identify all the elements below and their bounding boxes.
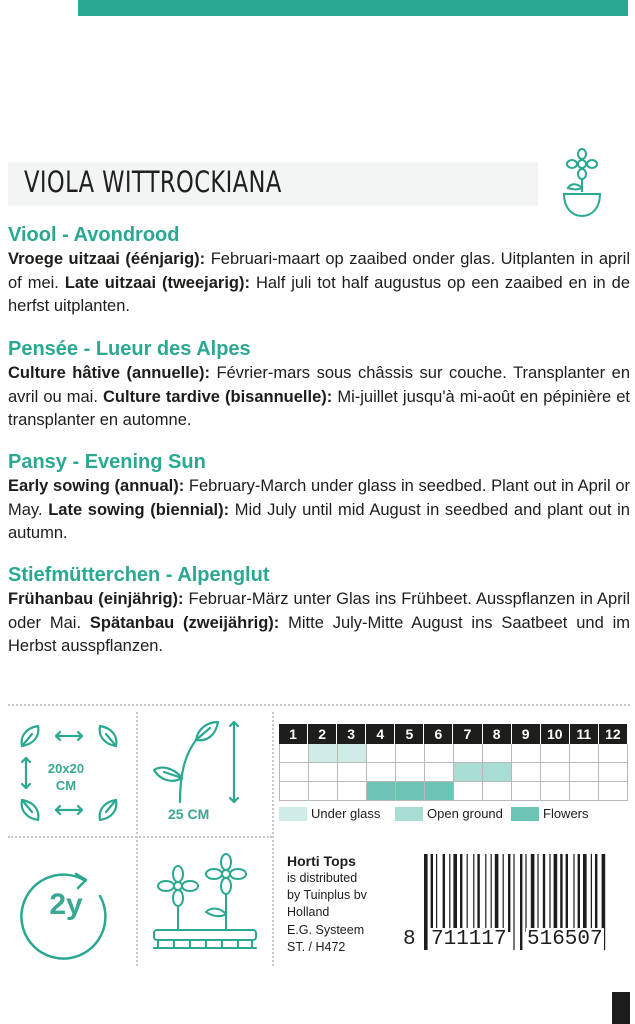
barcode-bar bbox=[573, 854, 574, 932]
early-sowing-text: February-March under glass in seedbed. Plant out in April or May. bbox=[8, 477, 630, 519]
calendar-cell bbox=[483, 782, 512, 801]
barcode-digit-group: 8 bbox=[403, 928, 416, 951]
calendar-cell bbox=[454, 782, 483, 801]
calendar-month: 11 bbox=[570, 724, 599, 744]
calendar-cell bbox=[367, 744, 396, 763]
calendar-cell bbox=[279, 744, 309, 763]
barcode-bar bbox=[560, 854, 562, 932]
divider bbox=[136, 712, 138, 966]
calendar-month: 1 bbox=[279, 724, 308, 744]
legend-swatch bbox=[511, 807, 539, 821]
section-german bbox=[8, 562, 630, 659]
calendar-cell bbox=[309, 744, 338, 763]
calendar-cell bbox=[396, 744, 425, 763]
early-sowing-text: Februar-März unter Glas ins Frühbeet. Ausspflanzen in April oder Mai. bbox=[8, 590, 630, 632]
calendar-cell bbox=[425, 763, 454, 782]
legend-under-glass bbox=[279, 806, 380, 821]
legend-open-ground bbox=[395, 806, 503, 821]
height-label: 25 CM bbox=[168, 806, 210, 822]
calendar-month: 9 bbox=[512, 724, 541, 744]
calendar-cell bbox=[338, 782, 367, 801]
calendar-cell bbox=[367, 763, 396, 782]
calendar-cell bbox=[512, 744, 541, 763]
section-heading: Stiefmütterchen - Alpenglut bbox=[8, 564, 270, 586]
calendar-cell bbox=[425, 744, 454, 763]
barcode-bar bbox=[543, 854, 545, 932]
plant-height-icon bbox=[150, 716, 250, 808]
calendar-row-open-ground bbox=[279, 763, 628, 782]
seedling-tray-icon bbox=[150, 852, 260, 962]
barcode-bar bbox=[473, 854, 474, 932]
spacing-value: 20x20 bbox=[47, 761, 85, 776]
barcode-bar bbox=[595, 854, 597, 932]
top-color-band bbox=[78, 0, 628, 16]
calendar-cell bbox=[570, 744, 599, 763]
barcode-bar bbox=[508, 854, 510, 932]
calendar-month: 10 bbox=[541, 724, 570, 744]
calendar-cell bbox=[425, 782, 454, 801]
late-sowing-label: Late sowing (biennial): bbox=[48, 500, 230, 519]
barcode-bar bbox=[583, 854, 587, 932]
calendar-month: 4 bbox=[366, 724, 395, 744]
late-sowing-label: Spätanbau (zweijährig): bbox=[89, 613, 280, 632]
spacing-unit: CM bbox=[55, 778, 77, 793]
early-sowing-label: Frühanbau (einjährig): bbox=[8, 590, 184, 608]
calendar-month: 3 bbox=[337, 724, 366, 744]
legend-flowers bbox=[511, 806, 589, 821]
divider bbox=[8, 836, 272, 838]
corner-registration-mark bbox=[612, 992, 630, 1024]
distributor-line: by Tuinplus bv bbox=[287, 888, 367, 903]
calendar-legend bbox=[279, 806, 628, 826]
early-sowing-label: Culture hâtive (annuelle): bbox=[8, 364, 210, 382]
section-heading: Pansy - Evening Sun bbox=[8, 451, 206, 473]
calendar-cell bbox=[541, 744, 570, 763]
calendar-cell bbox=[541, 782, 570, 801]
early-sowing-label: Early sowing (annual): bbox=[8, 477, 185, 495]
calendar-cell bbox=[541, 763, 570, 782]
section-body bbox=[8, 475, 630, 546]
barcode-bar bbox=[566, 854, 568, 932]
barcode-bar bbox=[436, 854, 437, 932]
distributor-line: ST. / H472 bbox=[287, 939, 346, 954]
barcode-bar bbox=[443, 854, 445, 932]
late-sowing-text: Mi-juillet jusqu'à mi-août en pépinière et transplanter en automne. bbox=[8, 387, 630, 429]
barcode-bar bbox=[554, 854, 558, 932]
barcode-bar bbox=[485, 854, 486, 932]
calendar-cell bbox=[309, 763, 338, 782]
calendar-cell bbox=[570, 763, 599, 782]
distributor-line: E.G. Systeem bbox=[287, 922, 365, 937]
calendar-cell bbox=[512, 782, 541, 801]
calendar-cell bbox=[570, 782, 599, 801]
calendar-row-under-glass bbox=[279, 744, 628, 763]
barcode-digit-group: 711117 bbox=[431, 928, 507, 951]
early-sowing-label: Vroege uitzaai (éénjarig): bbox=[8, 250, 206, 268]
calendar-cell bbox=[599, 782, 628, 801]
barcode-bar bbox=[503, 854, 504, 932]
calendar-cell bbox=[483, 763, 512, 782]
section-french bbox=[8, 336, 630, 433]
barcode-bar bbox=[525, 854, 526, 932]
calendar-cell bbox=[396, 782, 425, 801]
barcode-bar bbox=[549, 854, 550, 932]
section-body bbox=[8, 362, 630, 433]
late-sowing-label: Late uitzaai (tweejarig): bbox=[64, 273, 250, 292]
legend-label: Under glass bbox=[311, 806, 381, 821]
calendar-cell bbox=[367, 782, 396, 801]
calendar-cell bbox=[338, 744, 367, 763]
late-sowing-text: Mitte July-Mitte August ins Saatbeet und im Herbst ausspflanzen. bbox=[8, 613, 630, 655]
distributor-info bbox=[287, 852, 407, 956]
divider bbox=[272, 712, 274, 966]
barcode-bar bbox=[578, 854, 580, 932]
legend-swatch bbox=[395, 807, 423, 821]
calendar-month: 12 bbox=[599, 724, 628, 744]
calendar-cell bbox=[279, 763, 309, 782]
calendar-cell bbox=[599, 763, 628, 782]
late-sowing-label: Culture tardive (bisannuelle): bbox=[103, 387, 333, 406]
barcode-bar bbox=[591, 854, 592, 932]
section-dutch bbox=[8, 222, 630, 319]
calendar-month: 8 bbox=[483, 724, 512, 744]
legend-swatch bbox=[279, 807, 307, 821]
divider bbox=[8, 704, 630, 706]
flower-pot-icon bbox=[552, 148, 612, 220]
calendar-cell bbox=[454, 763, 483, 782]
section-heading: Pensée - Lueur des Alpes bbox=[8, 338, 251, 360]
legend-label: Open ground bbox=[427, 806, 503, 821]
calendar-cell bbox=[483, 744, 512, 763]
barcode-bar bbox=[537, 854, 538, 932]
late-sowing-text: Half juli tot half augustus op een zaaibed en in de herfst uitplanten. bbox=[8, 273, 631, 315]
barcode-bar bbox=[467, 854, 468, 932]
calendar-month: 7 bbox=[453, 724, 482, 744]
barcode-bar bbox=[491, 854, 492, 932]
section-heading: Viool - Avondrood bbox=[8, 224, 180, 246]
calendar-month: 6 bbox=[424, 724, 453, 744]
legend-label: Flowers bbox=[543, 806, 589, 821]
distributor-line: is distributed bbox=[287, 871, 358, 885]
spacing-label bbox=[42, 760, 90, 794]
brand-name: Horti Tops bbox=[287, 853, 356, 869]
barcode-bar bbox=[460, 854, 462, 932]
early-sowing-text: Februari-maart op zaaibed onder glas. Uitplanten in april of mei. bbox=[8, 250, 630, 292]
calendar-cell bbox=[396, 763, 425, 782]
calendar-month: 5 bbox=[395, 724, 424, 744]
calendar-cell bbox=[599, 744, 628, 763]
barcode-digits bbox=[402, 928, 628, 958]
calendar-cell bbox=[454, 744, 483, 763]
barcode-bar bbox=[449, 854, 450, 932]
calendar-cell bbox=[338, 763, 367, 782]
barcode-bar bbox=[453, 854, 457, 932]
distributor-line: Holland bbox=[287, 905, 330, 920]
calendar-row-flowers bbox=[279, 782, 628, 801]
calendar-cell bbox=[279, 782, 309, 801]
calendar-cell bbox=[512, 763, 541, 782]
sowing-calendar bbox=[279, 724, 628, 801]
early-sowing-text: Février-mars sous châssis sur couche. Transplanter en avril ou mai. bbox=[8, 364, 630, 406]
lifecycle-label: 2y bbox=[49, 888, 83, 921]
species-title: VIOLA WITTROCKIANA bbox=[24, 165, 282, 199]
barcode-bar bbox=[531, 854, 535, 932]
calendar-month: 2 bbox=[308, 724, 337, 744]
section-english bbox=[8, 449, 630, 546]
barcode-digit-group: 516507 bbox=[527, 928, 603, 951]
late-sowing-text: Mid July until mid August in seedbed and plant out in autumn. bbox=[8, 500, 630, 542]
section-body bbox=[8, 248, 630, 319]
barcode-bar bbox=[495, 854, 499, 932]
barcode-bar bbox=[477, 854, 479, 932]
section-body bbox=[8, 588, 630, 659]
calendar-cell bbox=[309, 782, 338, 801]
calendar-months bbox=[279, 724, 628, 744]
